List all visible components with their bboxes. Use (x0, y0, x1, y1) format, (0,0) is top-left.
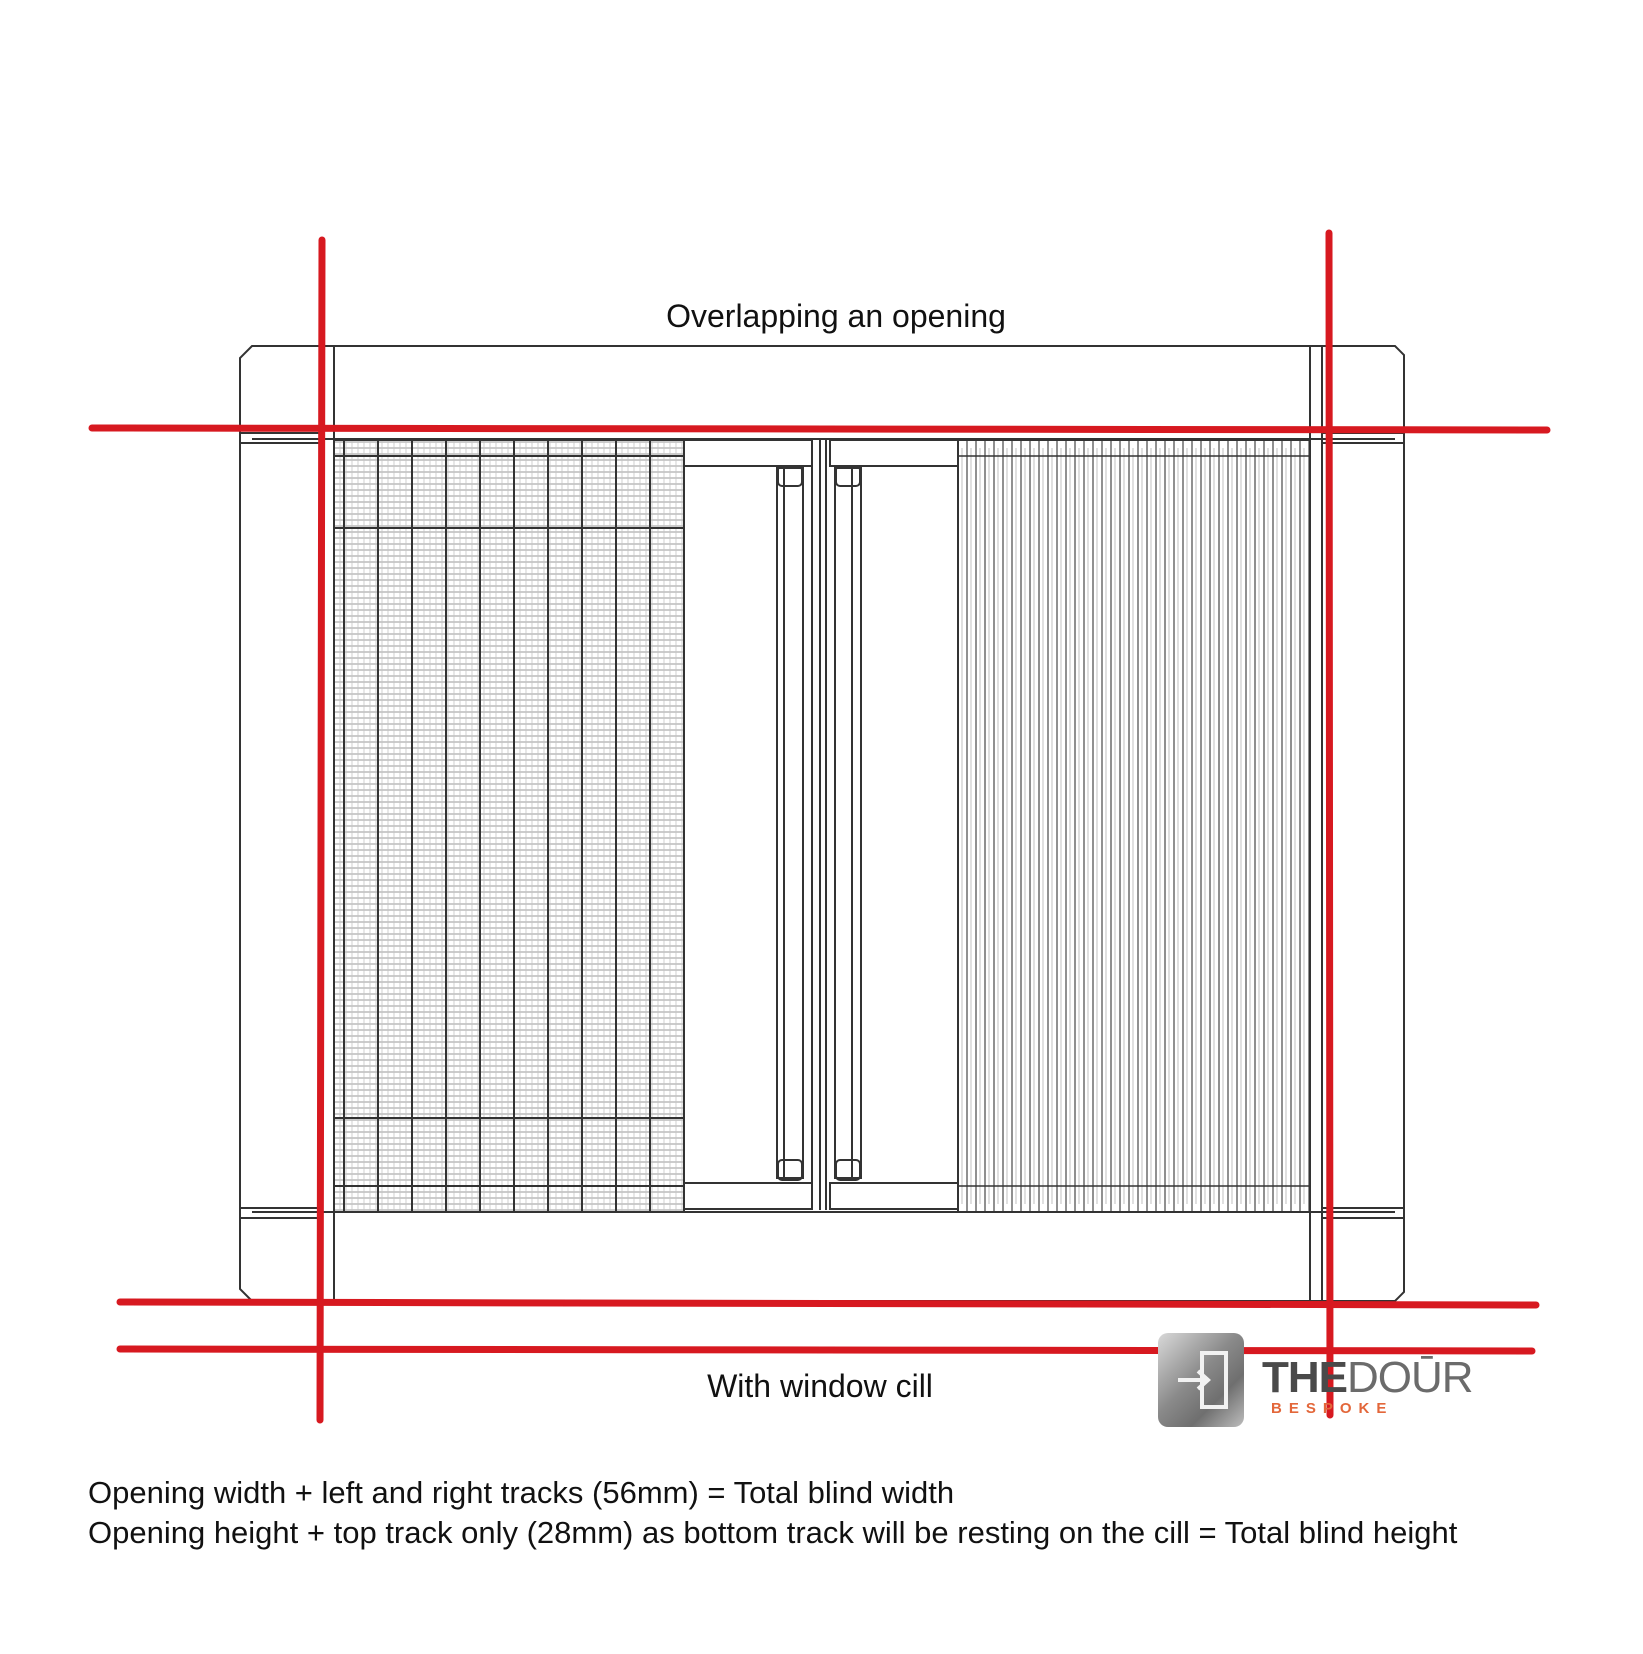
guide-top-horizontal (92, 428, 1547, 430)
door-enter-icon (1158, 1333, 1244, 1427)
logo-word-bold: THE (1262, 1353, 1347, 1402)
left-stile (777, 468, 803, 1178)
bottom-caption: With window cill (707, 1368, 933, 1404)
guide-right-vertical (1329, 233, 1330, 1415)
measurement-notes (88, 1473, 1457, 1553)
center-handles (684, 440, 958, 1210)
logo-word-light: DOŪR (1347, 1353, 1473, 1402)
brand-logo (1158, 1333, 1488, 1428)
left-handle-bar-bottom (684, 1183, 812, 1209)
right-handle-bar (830, 440, 958, 466)
guide-cill-upper (120, 1302, 1536, 1305)
height-note: Opening height + top track only (28mm) as bottom track will be resting on the cill = Total blind height (88, 1515, 1458, 1550)
guide-left-vertical (320, 240, 322, 1420)
window-frame (240, 346, 1404, 1301)
top-caption: Overlapping an opening (666, 298, 1006, 334)
right-handle-bar-bottom (830, 1183, 958, 1209)
logo-wordmark (1262, 1353, 1473, 1403)
right-stile (835, 468, 861, 1178)
right-pleated-blind (958, 440, 1310, 1212)
width-note: Opening width + left and right tracks (56mm) = Total blind width (88, 1475, 955, 1510)
logo-tagline: BESPOKE (1271, 1400, 1394, 1417)
left-pleated-blind (334, 440, 684, 1212)
left-handle-bar (684, 440, 812, 466)
frame-outline (240, 346, 1404, 1301)
